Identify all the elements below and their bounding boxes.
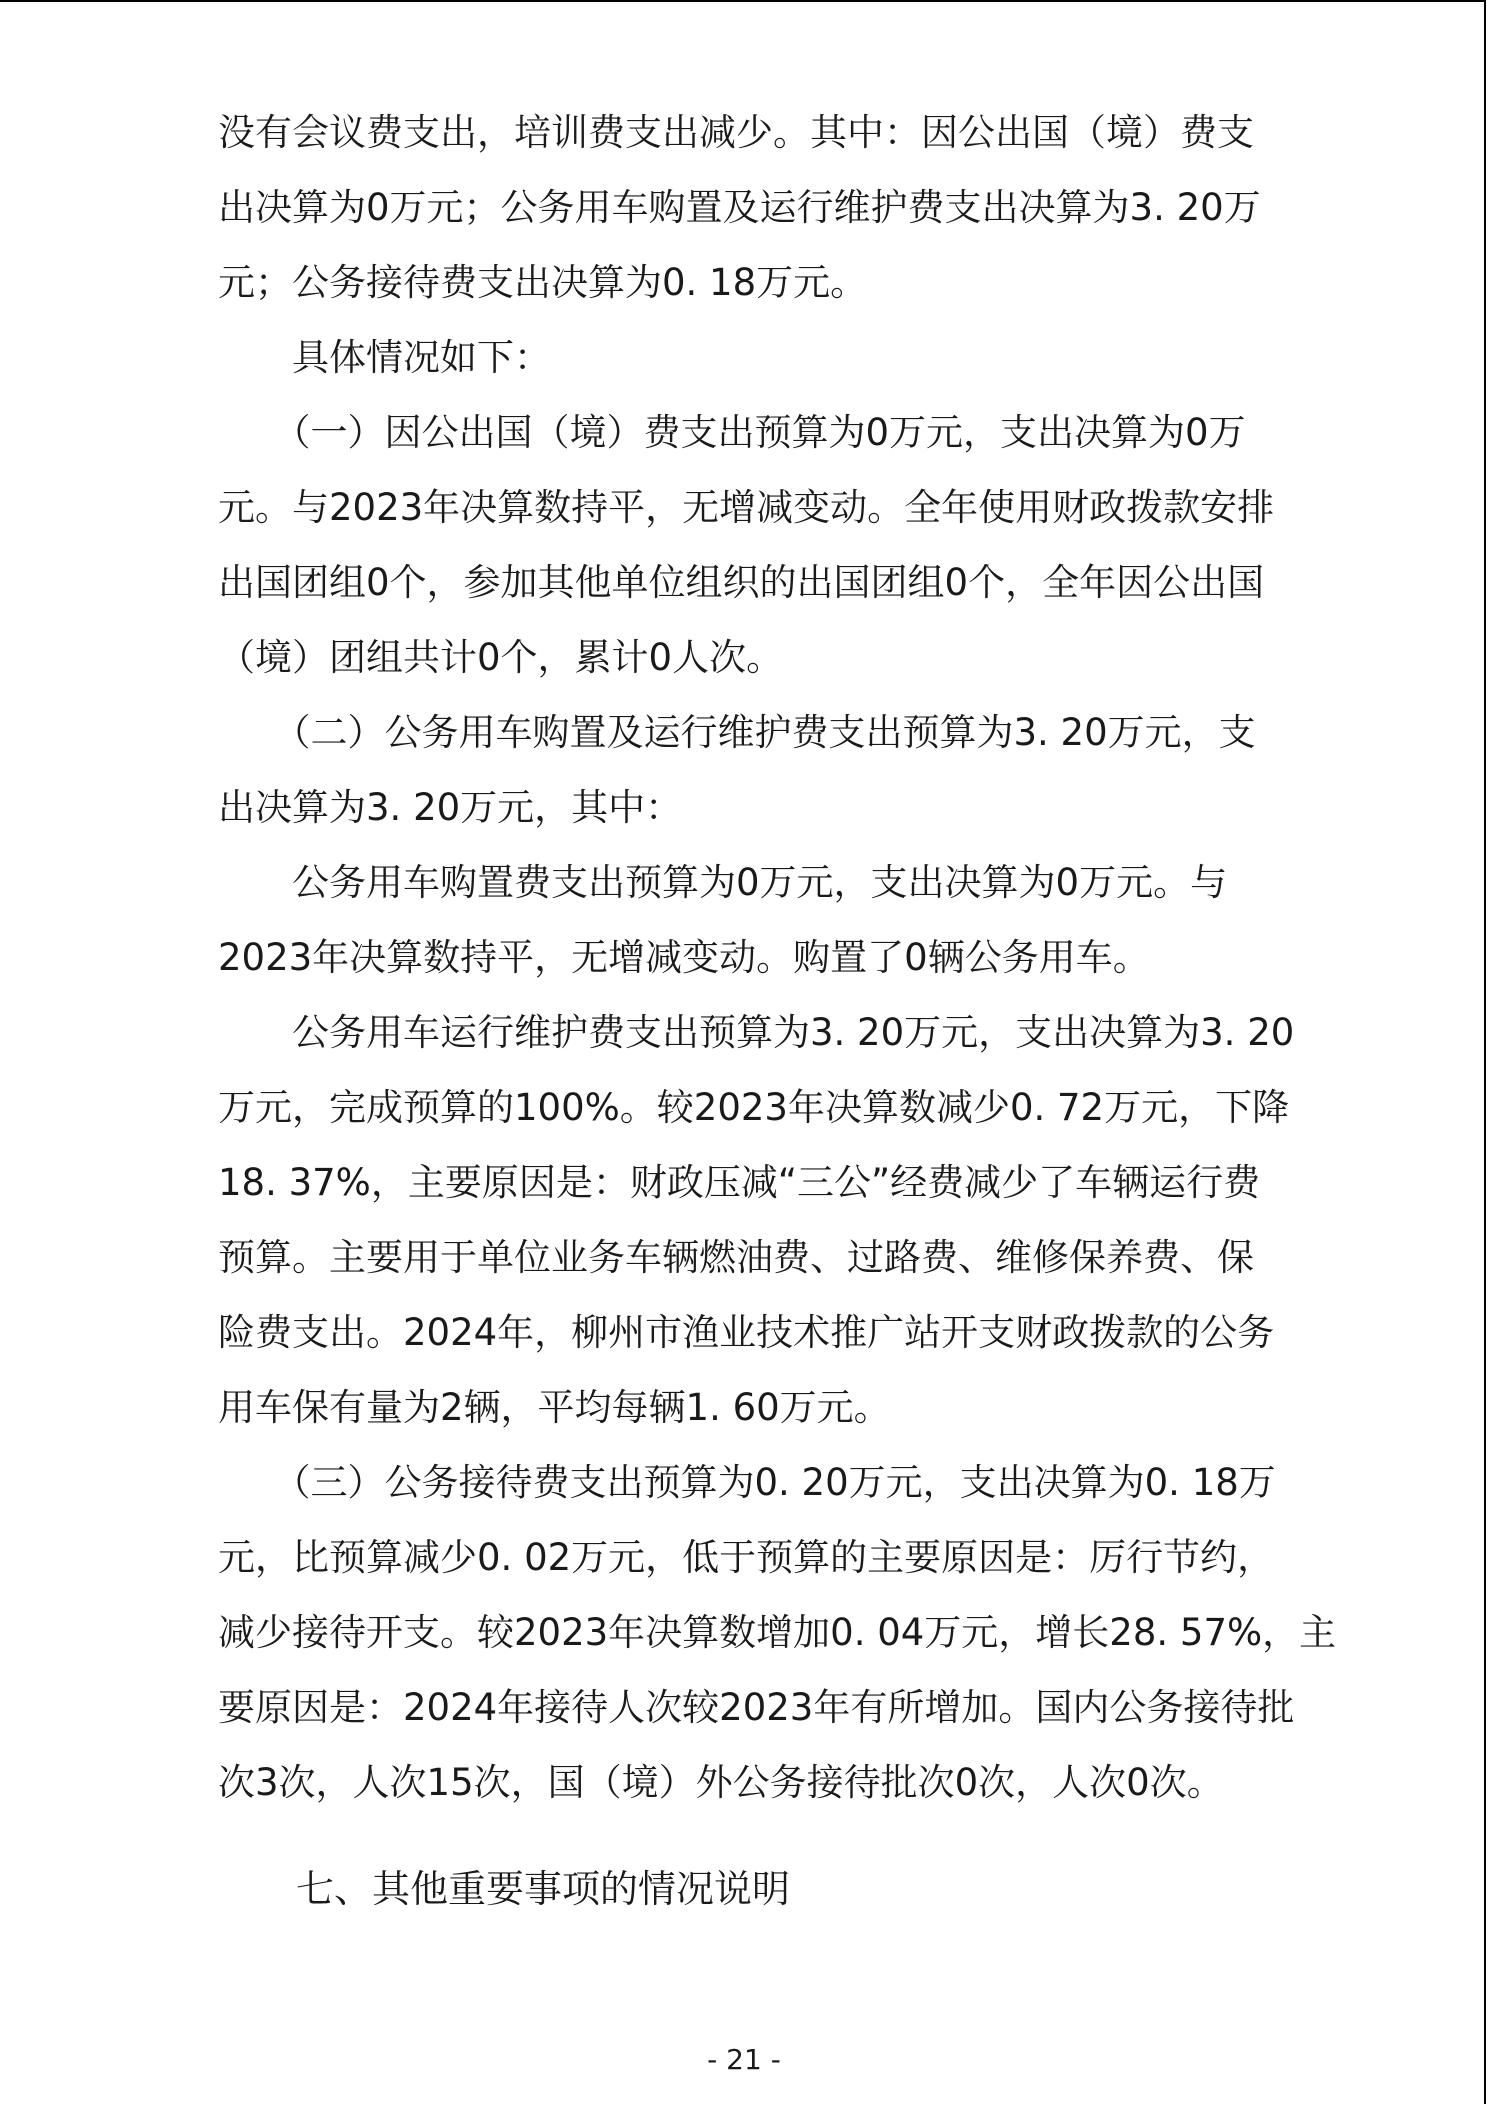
body-line-23: 次3次，人次15次，国（境）外公务接待批次0次，人次0次。 [218,1761,1224,1804]
body-line-16: 预算。主要用于单位业务车辆燃油费、过路费、维修保养费、保 [218,1236,1254,1279]
body-line-9: （二）公务用车购置及运行维护费支出预算为3. 20万元，支 [218,711,1256,754]
body-line-22: 要原因是：2024年接待人次较2023年有所增加。国内公务接待批 [218,1686,1295,1729]
body-line-19: （三）公务接待费支出预算为0. 20万元，支出决算为0. 18万 [218,1461,1276,1504]
page-number: - 21 - [707,2043,781,2076]
body-line-13: 公务用车运行维护费支出预算为3. 20万元，支出决算为3. 20 [218,1011,1295,1054]
body-line-12: 2023年决算数持平，无增减变动。购置了0辆公务用车。 [218,936,1150,979]
body-line-18: 用车保有量为2辆，平均每辆1. 60万元。 [218,1386,891,1429]
body-line-1: 没有会议费支出，培训费支出减少。其中：因公出国（境）费支 [218,111,1254,154]
body-line-7: 出国团组0个，参加其他单位组织的出国团组0个，全年因公出国 [218,561,1265,604]
section-heading: 七、其他重要事项的情况说明 [296,1867,791,1911]
document-body [218,95,1337,1820]
body-line-20: 元，比预算减少0. 02万元，低于预算的主要原因是：厉行节约， [218,1536,1275,1579]
body-line-3: 元；公务接待费支出决算为0. 18万元。 [218,261,868,304]
body-line-21: 减少接待开支。较2023年决算数增加0. 04万元，增长28. 57%，主 [218,1611,1337,1654]
body-line-11: 公务用车购置费支出预算为0万元，支出决算为0万元。与 [218,861,1228,904]
body-line-15: 18. 37%，主要原因是：财政压减“三公”经费减少了车辆运行费 [218,1161,1261,1204]
body-line-14: 万元，完成预算的100%。较2023年决算数减少0. 72万元，下降 [218,1086,1290,1129]
body-line-8: （境）团组共计0个，累计0人次。 [218,636,784,679]
body-line-17: 险费支出。2024年，柳州市渔业技术推广站开支财政拨款的公务 [218,1311,1275,1354]
body-line-4: 具体情况如下： [218,336,551,379]
body-line-10: 出决算为3. 20万元，其中： [218,786,683,829]
body-line-5: （一）因公出国（境）费支出预算为0万元，支出决算为0万 [218,411,1246,454]
body-line-6: 元。与2023年决算数持平，无增减变动。全年使用财政拨款安排 [218,486,1275,529]
body-line-2: 出决算为0万元；公务用车购置及运行维护费支出决算为3. 20万 [218,186,1261,229]
